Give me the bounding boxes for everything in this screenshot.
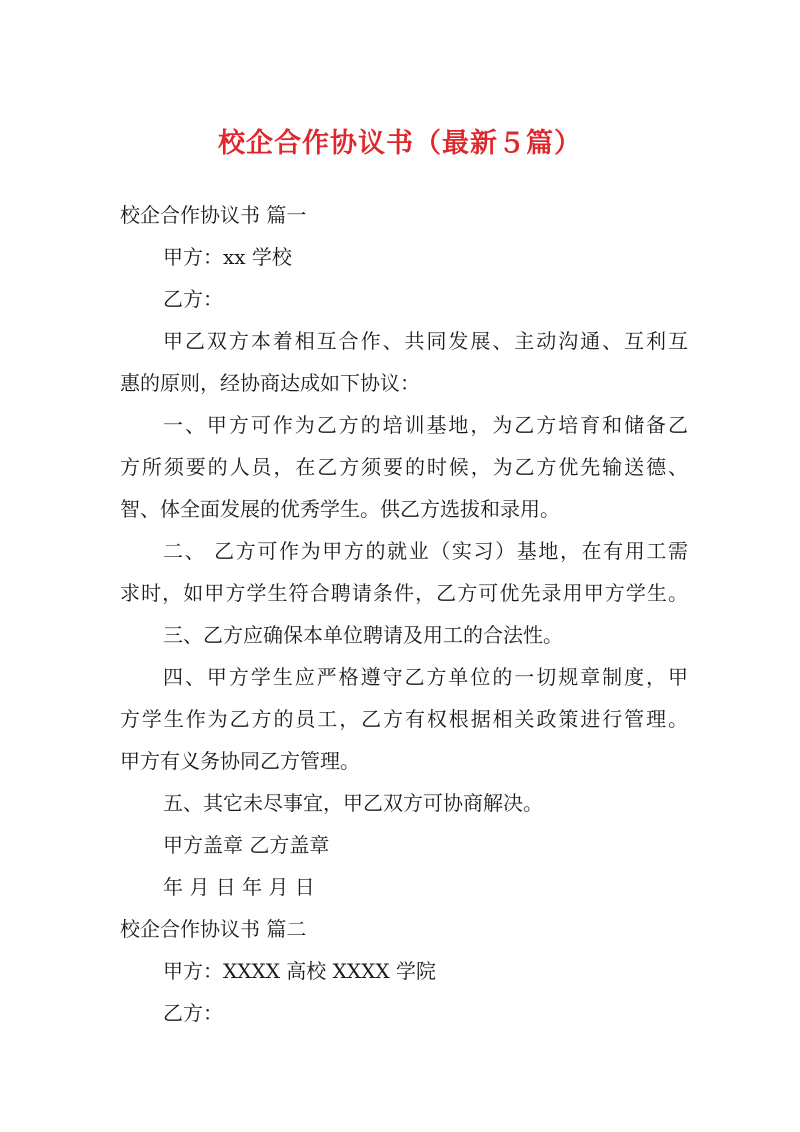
document-body xyxy=(120,194,688,1034)
party-b-line: 乙方： xyxy=(163,287,223,311)
clause-2-line: 二、 乙方可作为甲方的就业（实习）基地，在有用工需 xyxy=(163,539,688,563)
clause-1-line: 一、甲方可作为乙方的培训基地，为乙方培育和储备乙 xyxy=(163,413,688,437)
document-title: 校企合作协议书（最新５篇） xyxy=(218,128,582,159)
clause-1-line: 智、体全面发展的优秀学生。供乙方选拔和录用。 xyxy=(120,497,560,521)
section-heading-1: 校企合作协议书 篇一 xyxy=(120,203,307,227)
seal-line: 甲方盖章 乙方盖章 xyxy=(163,833,330,857)
clause-4-line: 甲方有义务协同乙方管理。 xyxy=(120,749,360,773)
party-a-line: 甲方：XXXX 高校 XXXX 学院 xyxy=(163,959,436,983)
clause-4-line: 方学生作为乙方的员工，乙方有权根据相关政策进行管理。 xyxy=(120,707,688,731)
clause-2-line: 求时，如甲方学生符合聘请条件，乙方可优先录用甲方学生。 xyxy=(120,581,688,605)
party-b-line: 乙方： xyxy=(163,1001,223,1025)
clause-5-line: 五、其它未尽事宜，甲乙双方可协商解决。 xyxy=(163,791,543,815)
paragraph-line: 惠的原则，经协商达成如下协议： xyxy=(120,371,420,395)
date-line: 年 月 日 年 月 日 xyxy=(163,875,315,899)
section-heading-2: 校企合作协议书 篇二 xyxy=(120,917,307,941)
clause-1-line: 方所须要的人员，在乙方须要的时候，为乙方优先输送德、 xyxy=(120,455,688,479)
party-a-line: 甲方：xx 学校 xyxy=(163,245,292,269)
clause-4-line: 四、甲方学生应严格遵守乙方单位的一切规章制度，甲 xyxy=(163,665,688,689)
paragraph-line: 甲乙双方本着相互合作、共同发展、主动沟通、互利互 xyxy=(163,329,688,353)
clause-3-line: 三、乙方应确保本单位聘请及用工的合法性。 xyxy=(163,623,563,647)
